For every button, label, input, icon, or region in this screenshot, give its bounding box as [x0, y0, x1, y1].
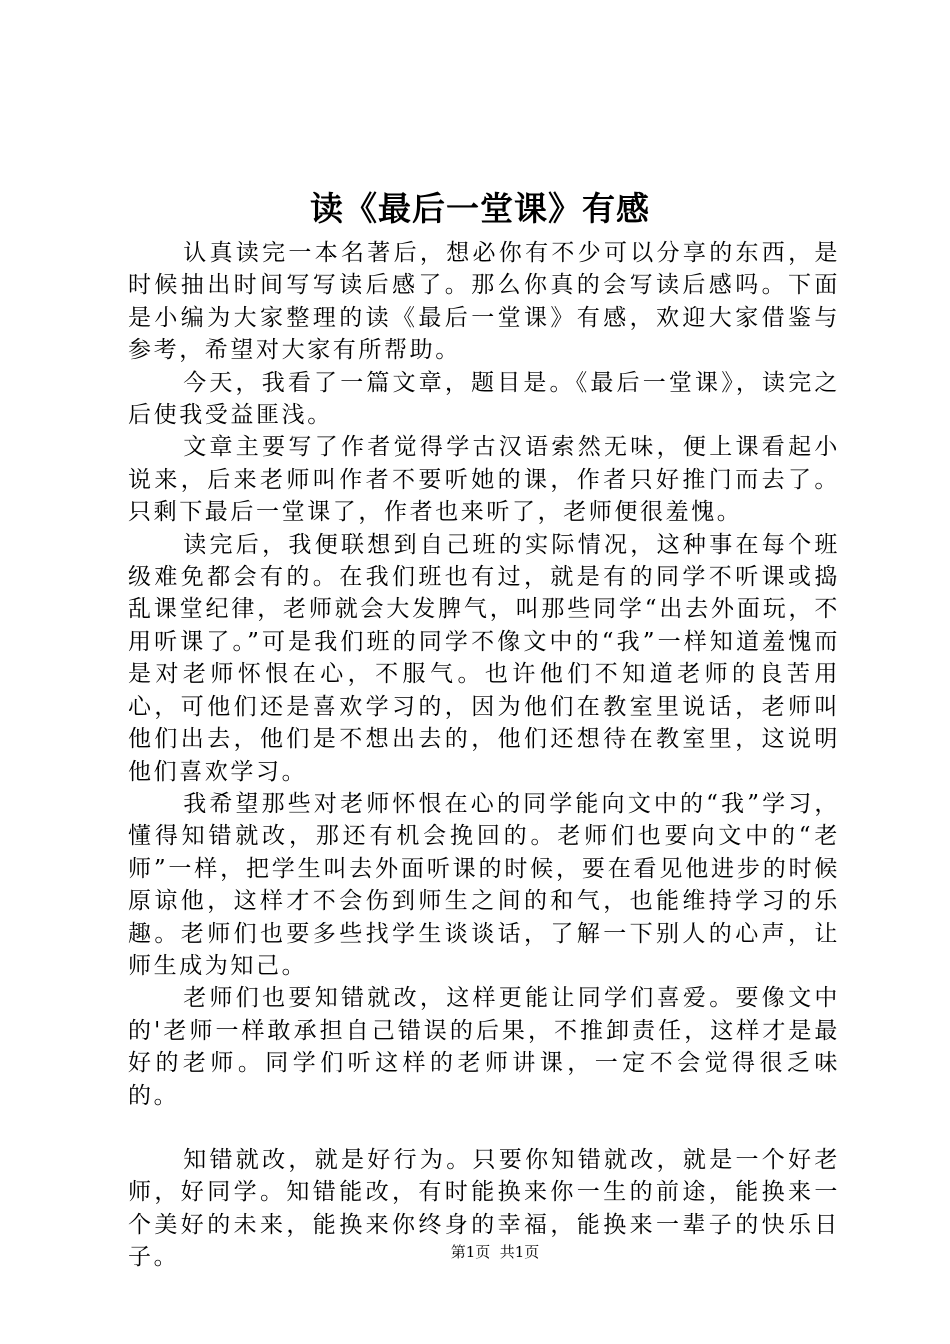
document-body — [128, 237, 840, 1274]
paragraph-summary: 文章主要写了作者觉得学古汉语索然无味，便上课看起小说来，后来老师叫作者不要听她的课，作者只好推门而去了。只剩下最后一堂课了，作者也来听了，老师便很羞愧。 — [128, 434, 840, 526]
paragraph-class-situation: 读完后，我便联想到自己班的实际情况，这种事在每个班级难免都会有的。在我们班也有过，就是有的同学不听课或捣乱课堂纪律，老师就会大发脾气，叫那些同学“出去外面玩，不用听课了。”可是我们班的同学不像文中的“我”一样知道羞愧而是对老师怀恨在心，不服气。也许他们不知道老师的良苦用心，可他们还是喜欢学习的，因为他们在教室里说话，老师叫他们出去，他们是不想出去的，他们还想待在教室里，这说明他们喜欢学习。 — [128, 531, 840, 785]
paragraph-conclusion: 知错就改，就是好行为。只要你知错就改，就是一个好老师，好同学。知错能改，有时能换来你一生的前途，能换来一个美好的未来，能换来你终身的幸福，能换来一辈子的快乐日子。 — [128, 1146, 840, 1271]
paragraph-teachers: 老师们也要知错就改，这样更能让同学们喜爱。要像文中的'老师一样敢承担自己错误的后果，不推卸责任，这样才是最好的老师。同学们听这样的老师讲课，一定不会觉得很乏味的。 — [128, 985, 840, 1109]
document-title: 读《最后一堂课》有感 — [310, 189, 650, 228]
paragraph-intro: 认真读完一本名著后，想必你有不少可以分享的东西，是时候抽出时间写写读后感了。那么你真的会写读后感吗。下面是小编为大家整理的读《最后一堂课》有感，欢迎大家借鉴与参考，希望对大家有所帮助。 — [128, 240, 840, 364]
page-footer: 第1页 共1页 — [450, 1243, 540, 1261]
paragraph-reading: 今天，我看了一篇文章，题目是。《最后一堂课》，读完之后使我受益匪浅。 — [128, 369, 840, 429]
paragraph-hope: 我希望那些对老师怀恨在心的同学能向文中的“我”学习，懂得知错就改，那还有机会挽回的。老师们也要向文中的“老师”一样，把学生叫去外面听课的时候，要在看见他进步的时候原谅他，这样才不会伤到师生之间的和气，也能维持学习的乐趣。老师们也要多些找学生谈谈话，了解一下别人的心声，让师生成为知己。 — [128, 790, 840, 979]
